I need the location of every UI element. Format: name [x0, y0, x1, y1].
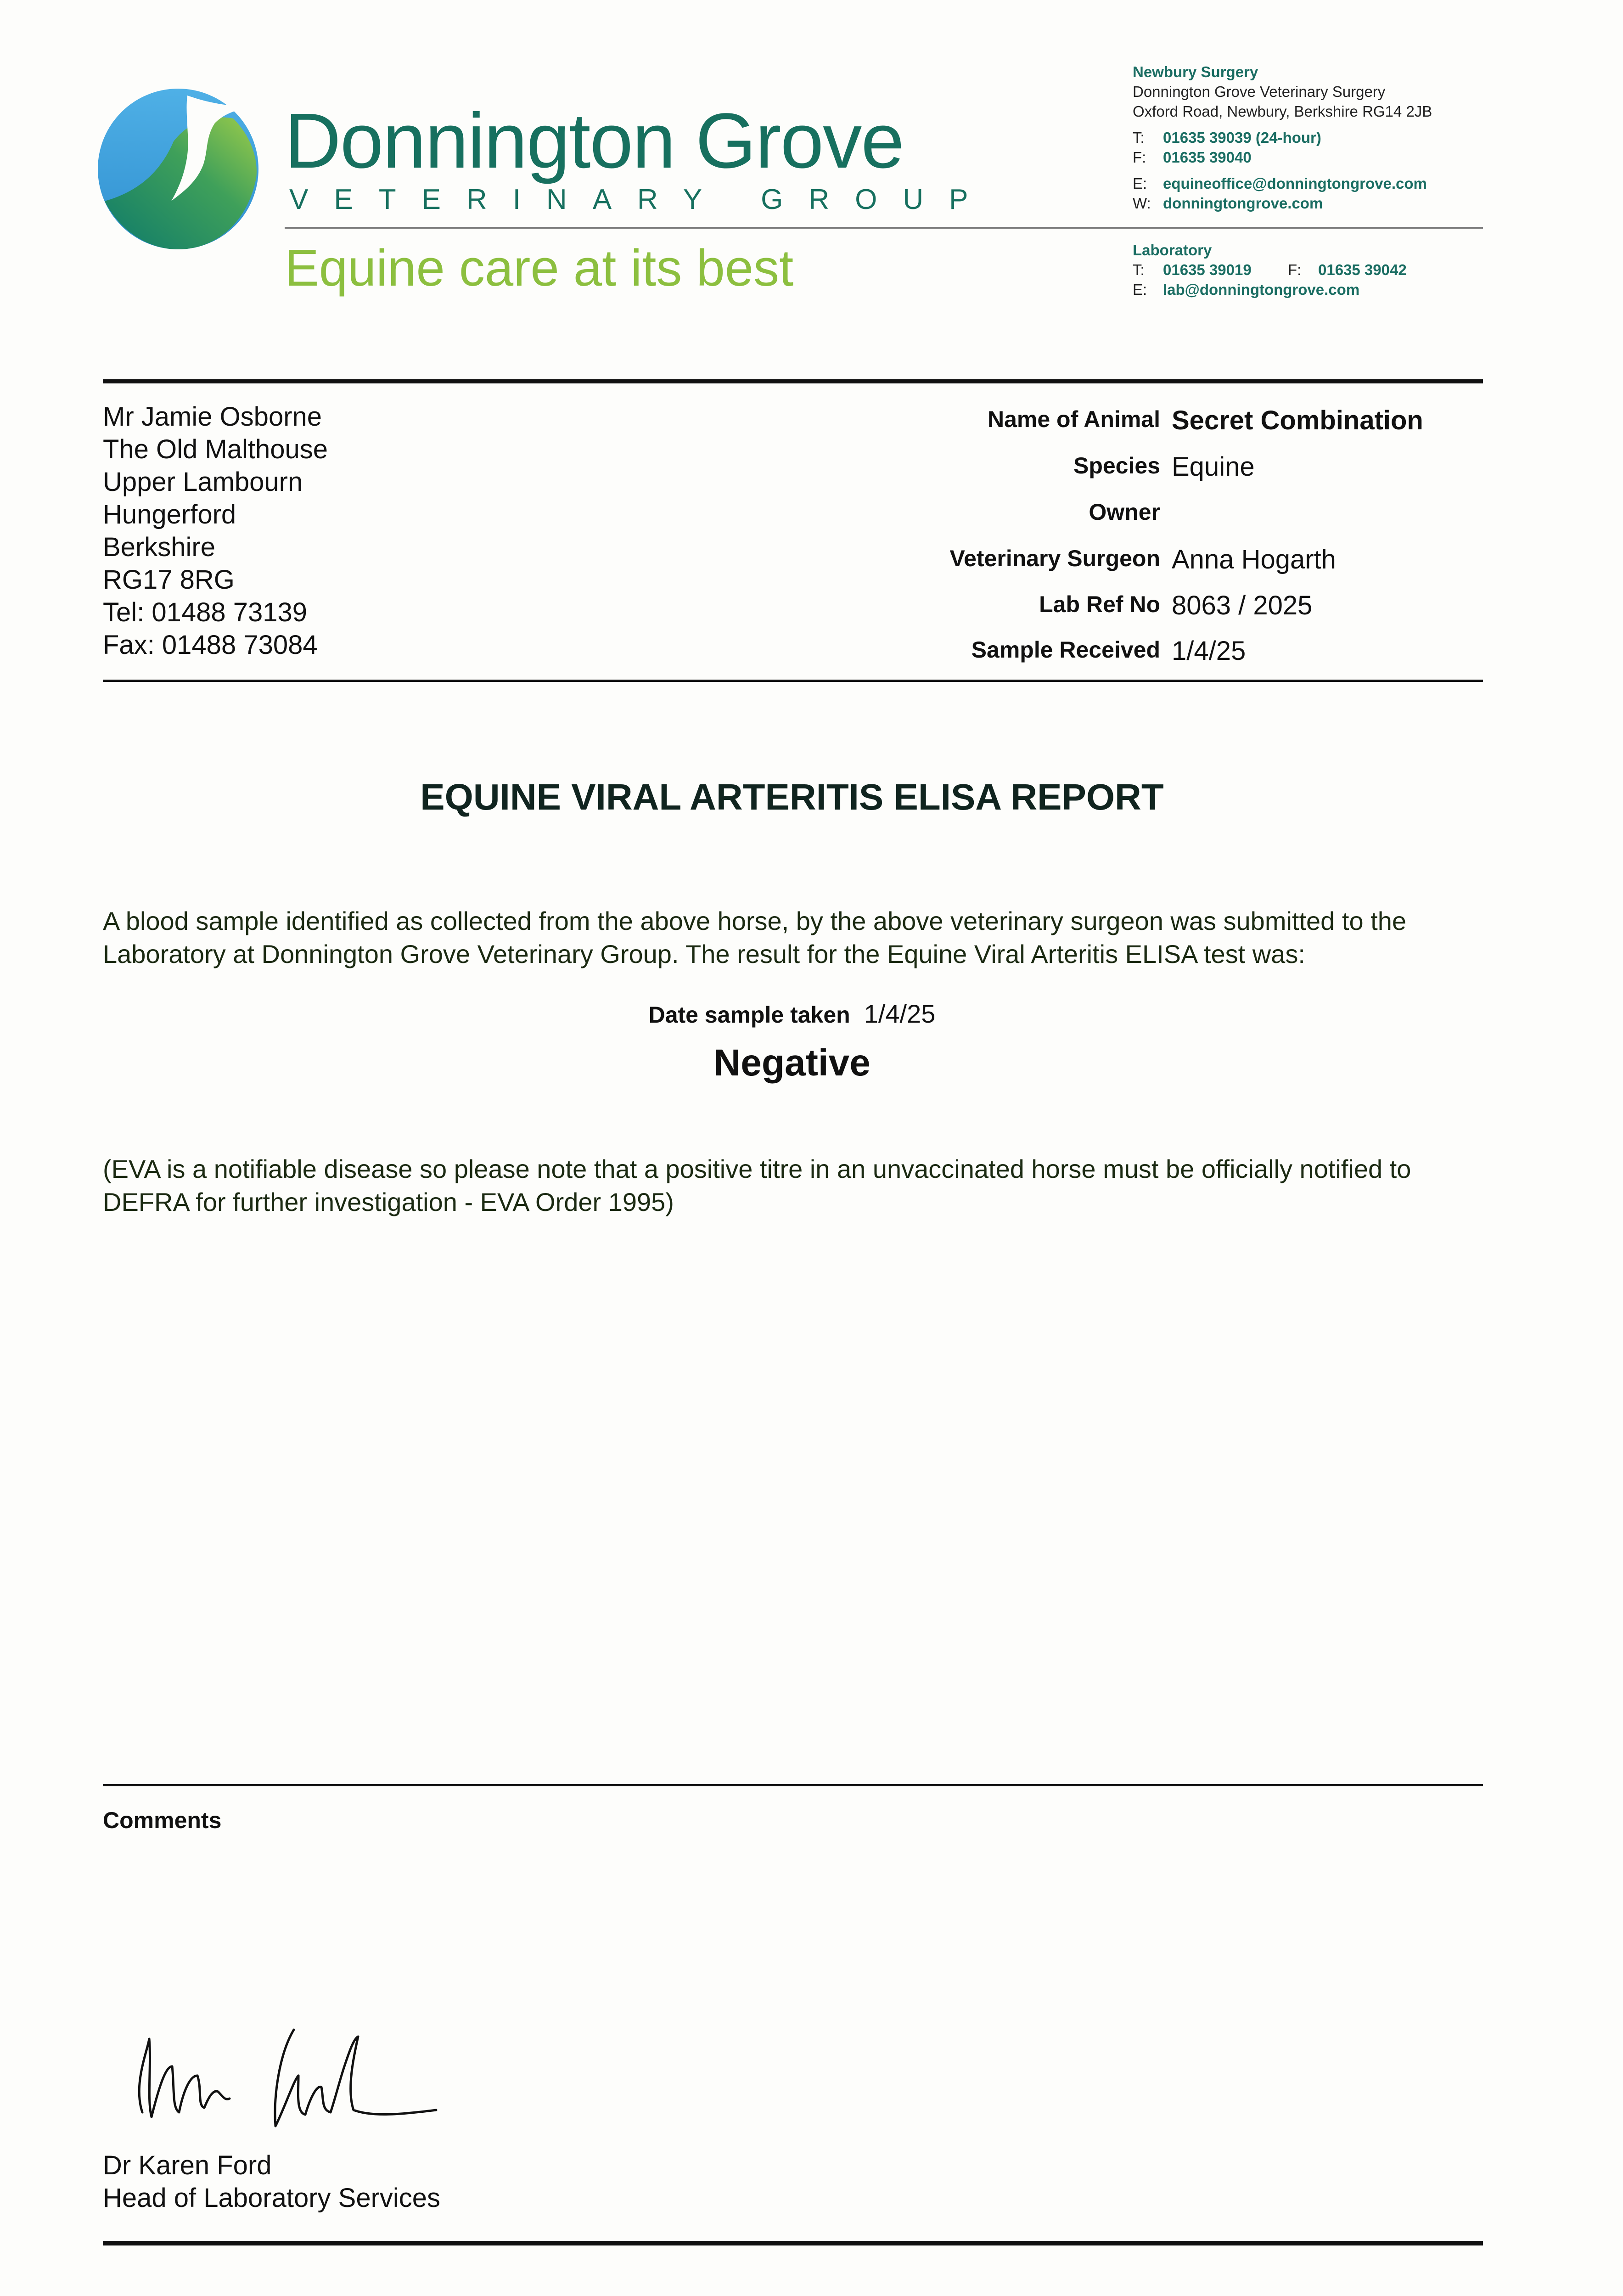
address-line: Berkshire: [103, 532, 215, 562]
lab-ref-label: Lab Ref No: [1039, 591, 1160, 617]
vet-surgeon-label: Veterinary Surgeon: [949, 546, 1160, 571]
surgery-address: Oxford Road, Newbury, Berkshire RG14 2JB: [1133, 103, 1432, 120]
address-line: The Old Malthouse: [103, 434, 328, 464]
lab-email-label: E:: [1133, 281, 1147, 298]
animal-name-label: Name of Animal: [987, 406, 1160, 432]
test-result: Negative: [713, 1042, 870, 1084]
surgery-fax: 01635 39040: [1163, 149, 1252, 166]
date-sample-taken: [0, 999, 1584, 1029]
info-rule: [103, 680, 1483, 682]
address-line: Fax: 01488 73084: [103, 630, 318, 660]
email-label: E:: [1133, 175, 1147, 192]
top-rule: [103, 379, 1483, 383]
lab-phone[interactable]: 01635 39019: [1163, 261, 1252, 278]
surgery-name: Donnington Grove Veterinary Surgery: [1133, 83, 1386, 100]
lab-phone-label: T:: [1133, 261, 1145, 278]
signatory: [103, 2149, 440, 2214]
species-value: Equine: [1172, 452, 1255, 482]
address-line: Hungerford: [103, 500, 236, 529]
fax-label: F:: [1133, 149, 1146, 166]
phone-label: T:: [1133, 129, 1145, 146]
client-address: [103, 400, 328, 661]
species-label: Species: [1073, 453, 1160, 478]
lab-email-link[interactable]: lab@donningtongrove.com: [1163, 281, 1360, 298]
vet-surgeon-value: Anna Hogarth: [1172, 545, 1336, 574]
web-label: W:: [1133, 195, 1151, 212]
header-divider: [285, 227, 1483, 229]
date-sample-value: 1/4/25: [864, 999, 936, 1028]
signatory-name: Dr Karen Ford: [103, 2150, 272, 2180]
lab-fax-label: F:: [1288, 261, 1302, 278]
report-title: EQUINE VIRAL ARTERITIS ELISA REPORT: [420, 777, 1164, 817]
lab-contact: [1133, 240, 1407, 299]
donnington-grove-logo: [95, 86, 261, 252]
address-line: Mr Jamie Osborne: [103, 402, 322, 432]
lab-ref-value: 8063 / 2025: [1172, 591, 1313, 620]
sample-received-label: Sample Received: [971, 637, 1160, 663]
lab-fax: 01635 39042: [1318, 261, 1407, 278]
surgery-contact: [1133, 62, 1432, 213]
animal-name-value: Secret Combination: [1172, 405, 1423, 435]
surgery-email-link[interactable]: equineoffice@donningtongrove.com: [1163, 175, 1427, 192]
address-line: Upper Lambourn: [103, 467, 303, 497]
comments-label: Comments: [103, 1807, 222, 1833]
signature: [115, 2011, 482, 2140]
bottom-rule: [103, 2241, 1483, 2245]
address-line: RG17 8RG: [103, 565, 235, 595]
surgery-heading: Newbury Surgery: [1133, 63, 1258, 80]
owner-label: Owner: [1089, 499, 1160, 525]
website-link[interactable]: donningtongrove.com: [1163, 195, 1323, 212]
lab-heading: Laboratory: [1133, 242, 1212, 259]
address-line: Tel: 01488 73139: [103, 597, 308, 627]
brand-name: Donnington Grove: [285, 97, 904, 185]
report-intro: A blood sample identified as collected from the above horse, by the above veterinary surgeon was submitted to the Laboratory at Donnington Grove Veterinary Group. The result for the Equine Viral Arteritis ELISA test was:: [103, 906, 1406, 968]
comments-rule: [103, 1784, 1483, 1786]
date-sample-label: Date sample taken: [648, 1002, 850, 1028]
signatory-role: Head of Laboratory Services: [103, 2183, 441, 2213]
surgery-phone[interactable]: 01635 39039 (24-hour): [1163, 129, 1321, 146]
brand-subtitle: VETERINARY GROUP: [289, 184, 994, 215]
brand-tagline: Equine care at its best: [285, 239, 794, 297]
sample-received-value: 1/4/25: [1172, 636, 1246, 666]
eva-notice: (EVA is a notifiable disease so please note that a positive titre in an unvaccinated horse must be officially notified to DEFRA for further investigation - EVA Order 1995): [103, 1154, 1411, 1216]
